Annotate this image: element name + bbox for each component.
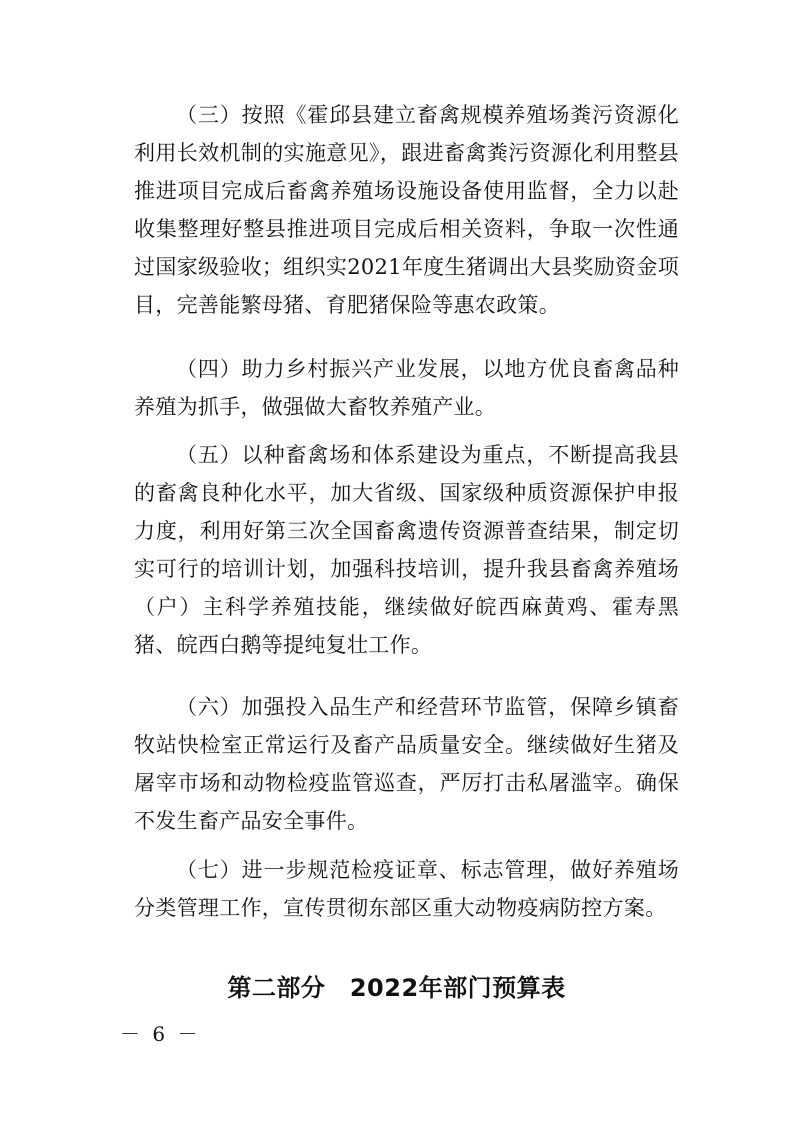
paragraph-item-4: （四）助力乡村振兴产业发展，以地方优良畜禽品种养殖为抓手，做强做大畜牧养殖产业。 xyxy=(134,357,679,419)
paragraph-item-5: （五）以种畜禽场和体系建设为重点，不断提高我县的畜禽良种化水平，加大省级、国家级种质资源保护申报力度，利用好第三次全国畜禽遗传资源普查结果，制定切实可行的培训计划，加强科技培训，提升我县畜禽养殖场（户）主科学养殖技能，继续做好皖西麻黄鸡、霍寿黑猪、皖西白鹅等提纯复壮工作。 xyxy=(134,443,679,657)
page-number: － 6 － xyxy=(120,1022,201,1046)
paragraph-item-6: （六）加强投入品生产和经营环节监管，保障乡镇畜牧站快检室正常运行及畜产品质量安全。继续做好生猪及屠宰市场和动物检疫监管巡查，严厉打击私屠滥宰。确保不发生畜产品安全事件。 xyxy=(134,695,679,833)
section-heading: 第二部分 2022年部门预算表 xyxy=(227,974,566,1002)
paragraph-item-3: （三）按照《霍邱县建立畜禽规模养殖场粪污资源化利用长效机制的实施意见》，跟进畜禽粪污资源化利用整县推进项目完成后畜禽养殖场设施设备使用监督，全力以赴收集整理好整县推进项目完成后相关资料，争取一次性通过国家级验收；组织实2021年度生猪调出大县奖励资金项目，完善能繁母猪、育肥猪保险等惠农政策。 xyxy=(134,103,679,317)
paragraph-item-7: （七）进一步规范检疫证章、标志管理，做好养殖场分类管理工作，宣传贯彻东部区重大动物疫病防控方案。 xyxy=(134,858,679,920)
